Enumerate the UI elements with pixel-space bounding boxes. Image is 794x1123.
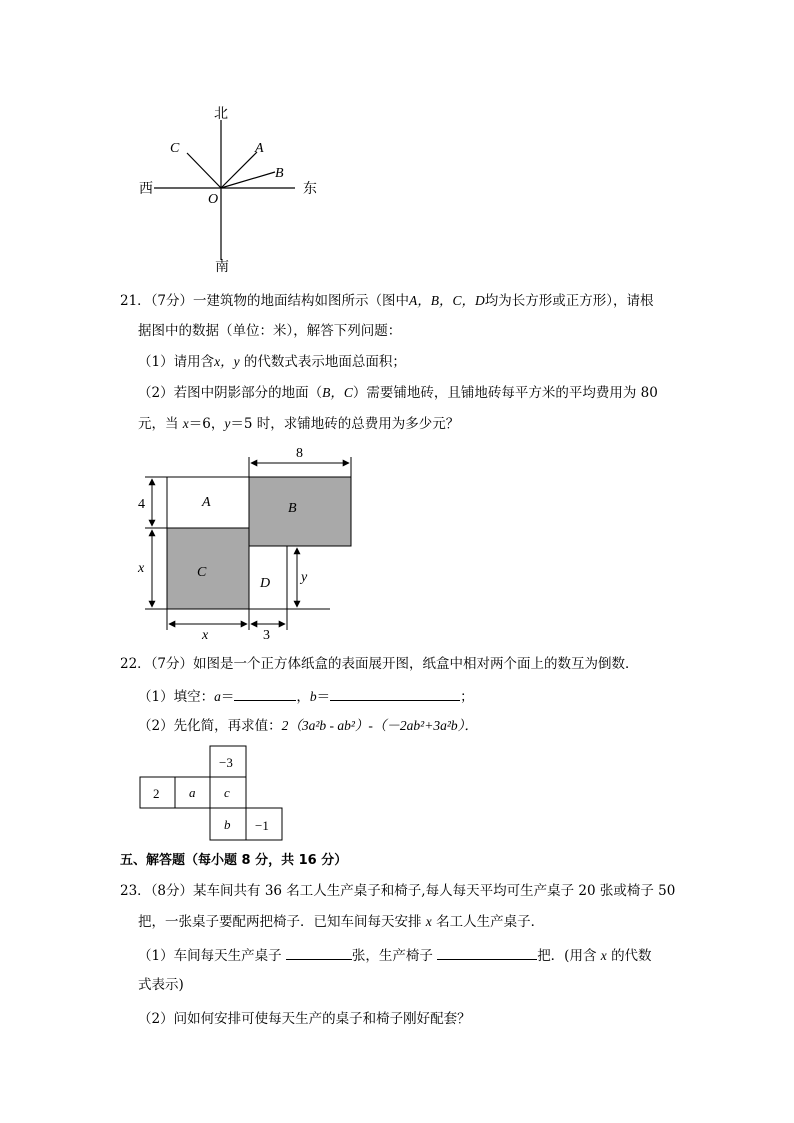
dim-4-label: 4: [138, 497, 145, 512]
west-label: 西: [139, 181, 153, 197]
q23-number: 23．: [120, 883, 151, 899]
south-label: 南: [215, 259, 229, 275]
net-value-top: −3: [219, 755, 233, 770]
q23-score: （8分）: [150, 883, 194, 899]
dim-x-left-label: x: [138, 561, 145, 576]
q21-number: 21．: [120, 293, 151, 309]
ray-oc: [187, 153, 221, 188]
section5-title: 五、解答题（每小题 8 分，共 16 分）: [120, 853, 348, 868]
q23-part1-line2: 式表示): [138, 977, 184, 993]
net-value-bottom: b: [224, 817, 231, 832]
q23-stem-line2: 把，一张桌子要配两把椅子．已知车间每天安排 x 名工人生产桌子．: [138, 914, 545, 930]
q21-part2-line2: 元，当 x＝6，y＝5 时，求铺地砖的总费用为多少元？: [138, 416, 460, 432]
q23-stem-line1: 23．（8分）某车间共有 36 名工人生产桌子和椅子,每人每天平均可生产桌子 20 张或椅子 50: [120, 883, 676, 899]
net-value-3: c: [224, 785, 230, 800]
east-label: 东: [303, 181, 317, 197]
dim-3-label: 3: [263, 628, 270, 643]
q23-part1-line1: （1）车间每天生产桌子 张，生产椅子 把．(用含 x 的代数: [138, 945, 652, 965]
answer-blank-chairs[interactable]: [437, 945, 537, 960]
region-c: [167, 528, 249, 609]
q22-score: （7分）: [150, 656, 194, 672]
net-value-1: 2: [153, 786, 160, 801]
q22-stem: 22．（7分）如图是一个正方体纸盒的表面展开图，纸盒中相对两个面上的数互为倒数．: [120, 656, 639, 672]
label-a: A: [202, 495, 211, 510]
q21-stem-line2: 据图中的数据（单位：米），解答下列问题：: [138, 323, 402, 339]
net-value-bottom-right: −1: [255, 818, 269, 833]
q21-part2-line1: （2）若图中阴影部分的地面（B，C）需要铺地砖，且铺地砖每平方米的平均费用为 80: [138, 385, 658, 401]
q23-part2: （2）问如何安排可使每天生产的桌子和椅子刚好配套？: [138, 1011, 471, 1027]
origin-label: O: [208, 192, 219, 207]
q22-number: 22．: [120, 656, 151, 672]
dim-y-label: y: [301, 570, 308, 585]
q21-part1: （1）请用含x，y 的代数式表示地面总面积；: [138, 354, 406, 370]
answer-blank-a[interactable]: [234, 686, 296, 701]
q22-part1: （1）填空：a＝ ，b＝ ；: [138, 686, 474, 706]
point-c-label: C: [170, 141, 180, 156]
cube-net-figure: [136, 742, 286, 844]
dim-x-bottom-label: x: [202, 628, 209, 643]
point-b-label: B: [275, 166, 284, 181]
q21-stem-line1: 21．（7分）一建筑物的地面结构如图所示（图中A，B，C，D均为长方形或正方形），请根: [120, 293, 654, 309]
point-a-label: A: [255, 141, 264, 156]
dim-8-label: 8: [296, 446, 303, 461]
answer-blank-b[interactable]: [330, 686, 460, 701]
region-b: [249, 477, 351, 546]
q22-part2: （2）先化简，再求值：2（3a²b - ab²）-（－2ab²+3a²b）．: [138, 718, 478, 734]
q21-score: （7分）: [150, 293, 194, 309]
label-c: C: [197, 565, 207, 580]
north-label: 北: [214, 106, 228, 122]
label-b: B: [288, 501, 297, 516]
compass-figure: [130, 100, 330, 280]
floor-plan-figure: [130, 440, 370, 645]
answer-blank-tables[interactable]: [286, 945, 352, 960]
net-value-2: a: [189, 785, 196, 800]
label-d: D: [260, 576, 271, 591]
